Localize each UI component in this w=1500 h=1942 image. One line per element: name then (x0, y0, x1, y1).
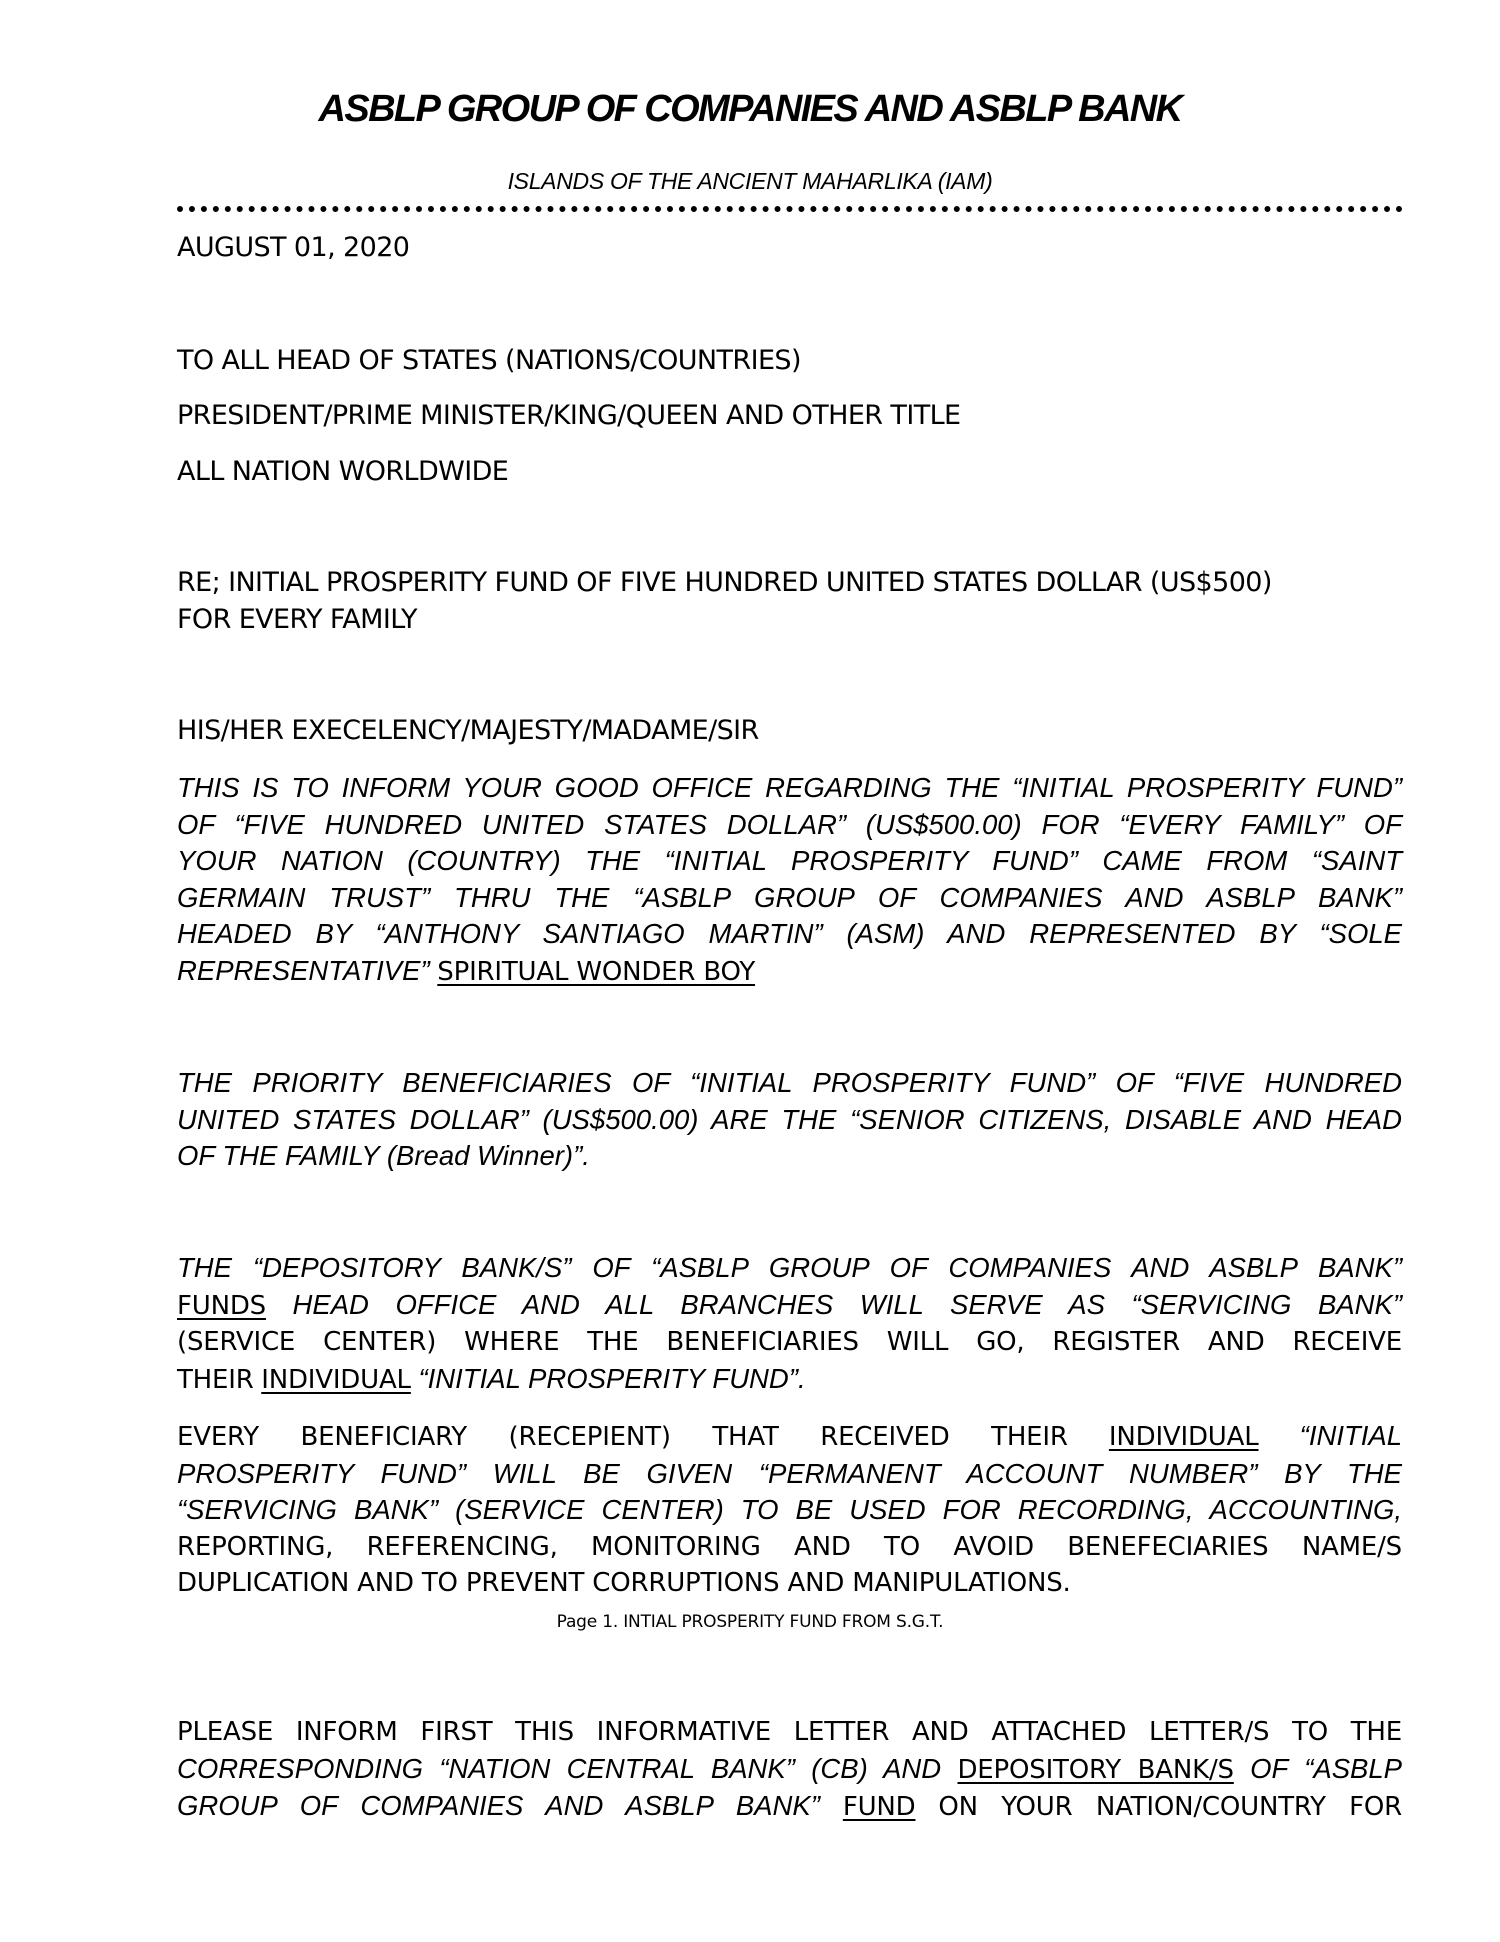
paragraph-line: GERMAIN TRUST” THRU THE “ASBLP GROUP OF COMPANIES AND ASBLP BANK” (177, 881, 1402, 913)
underlined-term: FUNDS (177, 1290, 266, 1321)
letter-date: AUGUST 01, 2020 (177, 232, 410, 263)
recipient-line-3: ALL NATION WORLDWIDE (177, 456, 509, 487)
paragraph-text: GROUP OF COMPANIES AND ASBLP BANK” (177, 1790, 820, 1821)
letterhead-divider (177, 206, 1403, 212)
paragraph-account-number (177, 1418, 1402, 1602)
paragraph-text: THEIR (177, 1364, 254, 1395)
paragraph-please-inform (177, 1714, 1402, 1826)
paragraph-text: ON YOUR NATION/COUNTRY FOR (938, 1792, 1402, 1822)
paragraph-line: HEADED BY “ANTHONY SANTIAGO MARTIN” (ASM) AND REPRESENTED BY “SOLE (177, 918, 1402, 949)
underlined-term: INDIVIDUAL (261, 1364, 411, 1395)
salutation: HIS/HER EXECELENCY/MAJESTY/MADAME/SIR (177, 715, 759, 746)
paragraph-line (177, 1418, 1402, 1456)
paragraph-text: “INITIAL PROSPERITY FUND”. (418, 1362, 806, 1394)
paragraph-line: UNITED STATES DOLLAR” (US$500.00) ARE THE “SENIOR CITIZENS, DISABLE AND HEAD (177, 1103, 1402, 1135)
paragraph-line: THIS IS TO INFORM YOUR GOOD OFFICE REGARDING THE “INITIAL PROSPERITY FUND” (177, 772, 1402, 803)
paragraph-beneficiaries (177, 1065, 1402, 1175)
paragraph-text: CORRESPONDING “NATION CENTRAL BANK” (CB) AND (177, 1752, 942, 1784)
paragraph-text: HEAD OFFICE AND ALL BRANCHES WILL SERVE AS “SERVICING BANK” (292, 1288, 1402, 1320)
paragraph-line: OF “FIVE HUNDRED UNITED STATES DOLLAR” (US$500.00) FOR “EVERY FAMILY” OF (177, 808, 1402, 840)
letterhead-subtitle: ISLANDS OF THE ANCIENT MAHARLIKA (IAM) (507, 168, 993, 194)
underlined-term: DEPOSITORY BANK/S (957, 1754, 1234, 1785)
paragraph-line: PROSPERITY FUND” WILL BE GIVEN “PERMANENT ACCOUNT NUMBER” BY THE (177, 1457, 1402, 1489)
representative-name: SPIRITUAL WONDER BOY (437, 956, 756, 987)
paragraph-text: OF “ASBLP (1250, 1752, 1403, 1784)
recipient-line-2: PRESIDENT/PRIME MINISTER/KING/QUEEN AND OTHER TITLE (177, 400, 961, 431)
paragraph-line: THE PRIORITY BENEFICIARIES OF “INITIAL PROSPERITY FUND” OF “FIVE HUNDRED (177, 1067, 1402, 1098)
subject-line-1: RE; INITIAL PROSPERITY FUND OF FIVE HUNDRED UNITED STATES DOLLAR (US$500) (177, 567, 1272, 598)
subject-line-2: FOR EVERY FAMILY (177, 604, 417, 635)
paragraph-line: PLEASE INFORM FIRST THIS INFORMATIVE LETTER AND ATTACHED LETTER/S TO THE (177, 1717, 1402, 1747)
recipient-line-1: TO ALL HEAD OF STATES (NATIONS/COUNTRIES) (177, 345, 801, 376)
paragraph-line: (SERVICE CENTER) WHERE THE BENEFICIARIES WILL GO, REGISTER AND RECEIVE (177, 1327, 1402, 1357)
underlined-term: INDIVIDUAL (1108, 1422, 1259, 1452)
paragraph-text: “INITIAL (1299, 1420, 1403, 1451)
paragraph-text: REPRESENTATIVE” (177, 954, 430, 986)
paragraph-line (177, 1751, 1402, 1789)
paragraph-line: “SERVICING BANK” (SERVICE CENTER) TO BE USED FOR RECORDING, ACCOUNTING, (177, 1494, 1402, 1525)
paragraph-line: THE “DEPOSITORY BANK/S” OF “ASBLP GROUP OF COMPANIES AND ASBLP BANK” (177, 1252, 1402, 1283)
paragraph-line: DUPLICATION AND TO PREVENT CORRUPTIONS AND MANIPULATIONS. (177, 1568, 1071, 1598)
paragraph-line (177, 1361, 1402, 1399)
page-footer: Page 1. INTIAL PROSPERITY FUND FROM S.G.T. (556, 1612, 944, 1632)
paragraph-line (177, 1788, 1402, 1826)
underlined-term: FUND (842, 1792, 916, 1822)
paragraph-depository (177, 1250, 1402, 1398)
paragraph-line: OF THE FAMILY (Bread Winner)”. (177, 1140, 590, 1171)
paragraph-line: YOUR NATION (COUNTRY) THE “INITIAL PROSPERITY FUND” CAME FROM “SAINT (177, 845, 1402, 876)
paragraph-intro (177, 770, 1402, 990)
paragraph-line (177, 1287, 1402, 1325)
letterhead-title: ASBLP GROUP OF COMPANIES AND ASBLP BANK (318, 88, 1182, 130)
paragraph-line (177, 953, 1402, 991)
paragraph-line: REPORTING, REFERENCING, MONITORING AND TO AVOID BENEFECIARIES NAME/S (177, 1531, 1402, 1562)
paragraph-text: EVERY BENEFICIARY (RECEPIENT) THAT RECEIVED THEIR (177, 1422, 1068, 1452)
